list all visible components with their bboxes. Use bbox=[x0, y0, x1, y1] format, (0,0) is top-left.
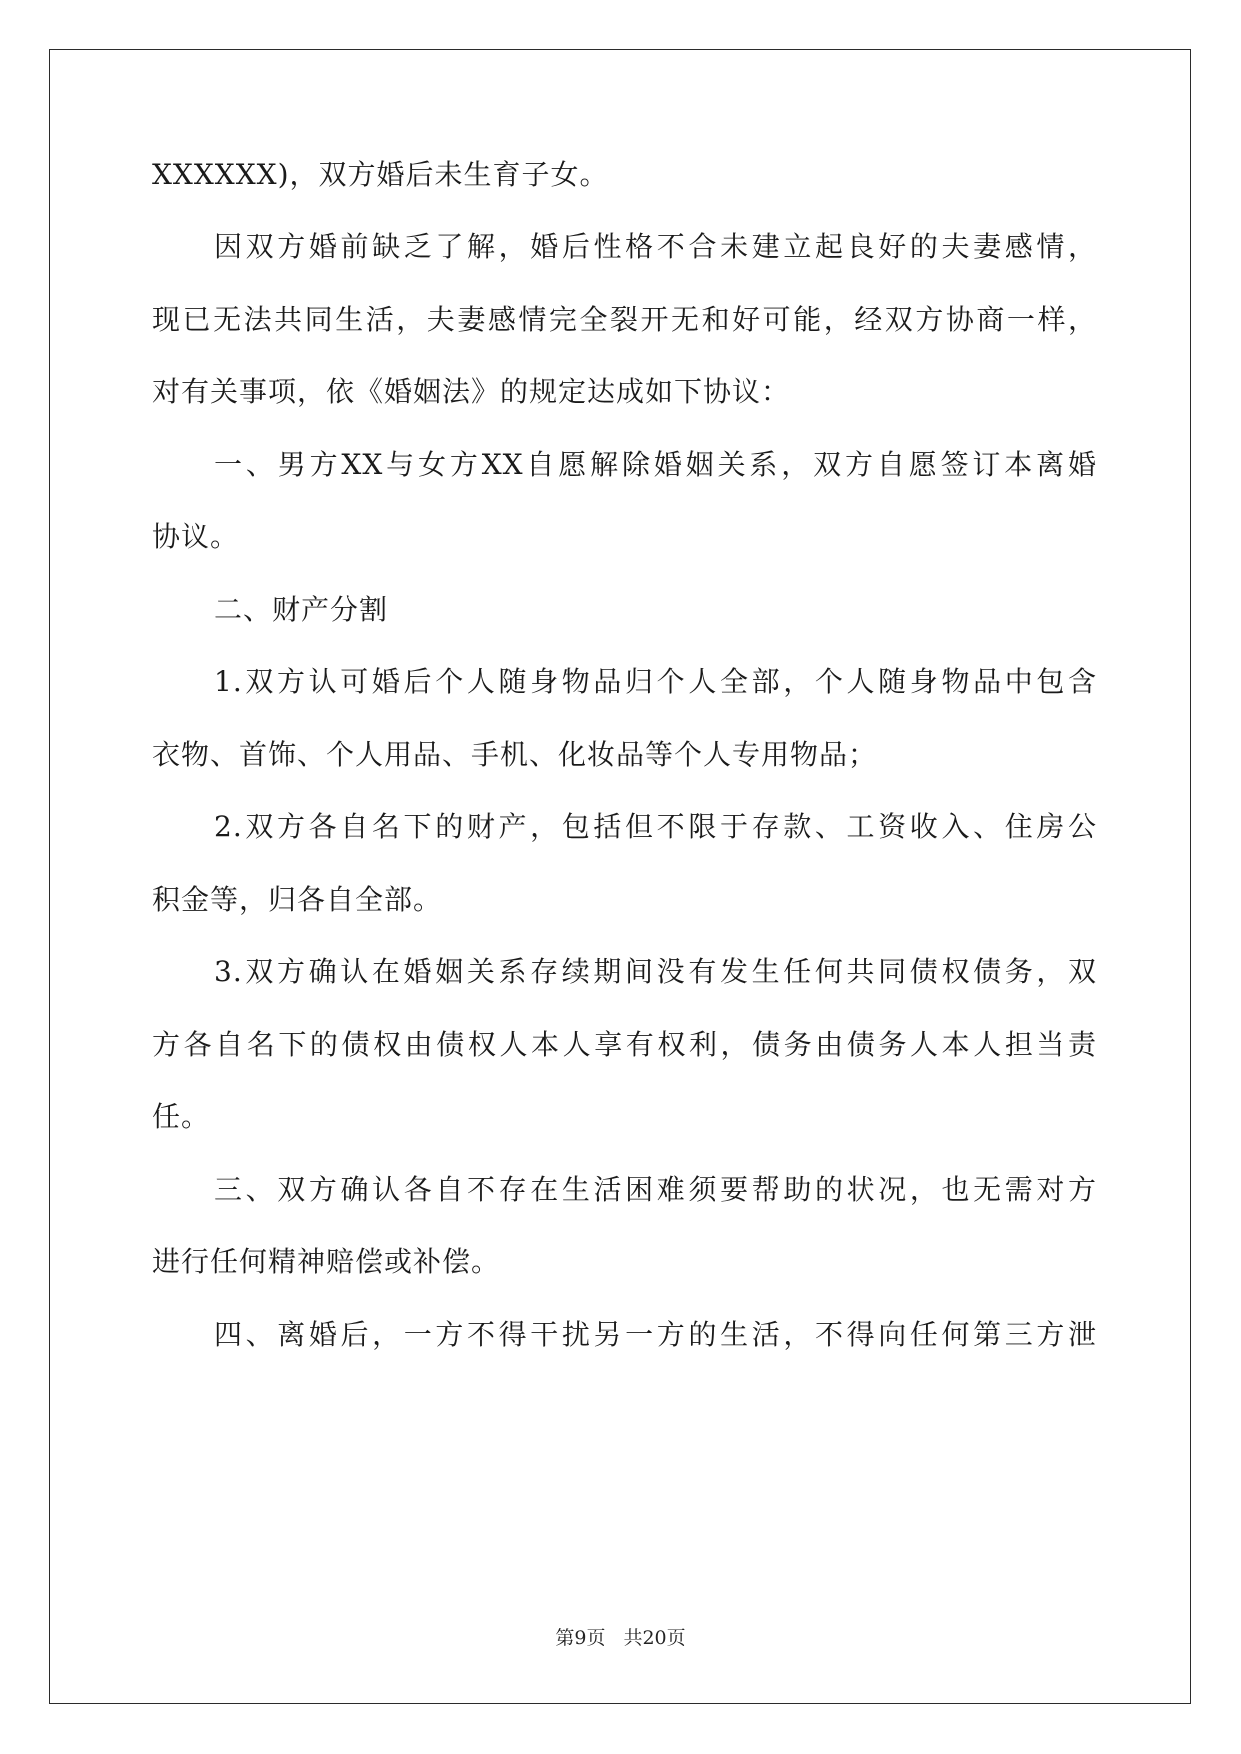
text-line: 方各自名下的债权由债权人本人享有权利，债务由债务人本人担当责 bbox=[152, 1028, 1097, 1061]
total-page-count: 共20页 bbox=[623, 1627, 686, 1649]
text-line: 衣物、首饰、个人用品、手机、化妆品等个人专用物品； bbox=[152, 738, 878, 771]
text-line: 2.双方各自名下的财产，包括但不限于存款、工资收入、住房公 bbox=[214, 810, 1097, 843]
text-line: 一、男方XX与女方XX自愿解除婚姻关系，双方自愿签订本离婚 bbox=[214, 448, 1097, 481]
text-line: 现已无法共同生活，夫妻感情完全裂开无和好可能，经双方协商一样， bbox=[152, 303, 1097, 336]
text-line: 四、离婚后，一方不得干扰另一方的生活，不得向任何第三方泄 bbox=[214, 1318, 1097, 1351]
text-line: 协议。 bbox=[152, 520, 240, 553]
text-line: XXXXXX)，双方婚后未生育子女。 bbox=[152, 158, 609, 191]
current-page-number: 第9页 bbox=[555, 1627, 606, 1649]
text-line: 三、双方确认各自不存在生活困难须要帮助的状况，也无需对方 bbox=[214, 1173, 1097, 1206]
page-footer bbox=[0, 1626, 1241, 1650]
text-line: 对有关事项，依《婚姻法》的规定达成如下协议： bbox=[152, 375, 791, 408]
text-line: 进行任何精神赔偿或补偿。 bbox=[152, 1245, 501, 1278]
section-heading: 二、财产分割 bbox=[214, 593, 389, 626]
page-border bbox=[49, 49, 1191, 1704]
text-line: 任。 bbox=[152, 1100, 211, 1133]
text-line: 因双方婚前缺乏了解，婚后性格不合未建立起良好的夫妻感情， bbox=[214, 230, 1097, 263]
text-line: 1.双方认可婚后个人随身物品归个人全部，个人随身物品中包含 bbox=[214, 665, 1097, 698]
text-line: 3.双方确认在婚姻关系存续期间没有发生任何共同债权债务，双 bbox=[214, 955, 1097, 988]
text-line: 积金等，归各自全部。 bbox=[152, 883, 443, 916]
